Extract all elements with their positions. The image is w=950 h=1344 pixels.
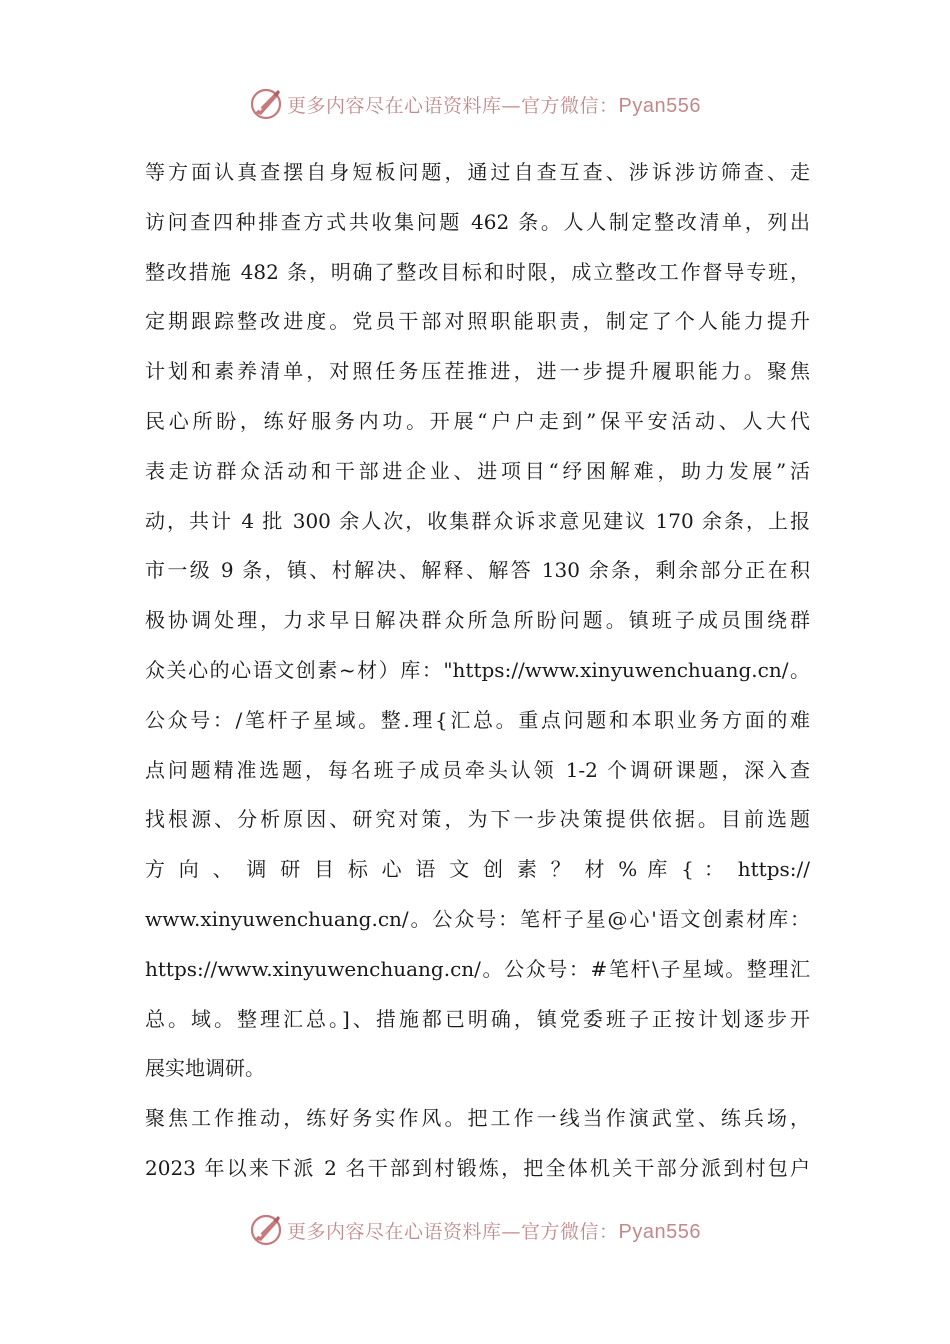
footer-banner	[0, 1210, 950, 1250]
header-wechat-id: Pyan556	[618, 94, 701, 117]
pen-logo-icon	[249, 1213, 283, 1247]
body-line: 民心所盼，练好服务内功。开展“户户走到”保平安活动、人大代	[145, 408, 810, 433]
footer-banner-text	[287, 1217, 701, 1244]
body-line: https://www.xinyuwenchuang.cn/。公众号：#笔杆\子星域。整理汇	[145, 956, 810, 981]
body-line: 市一级 9 条，镇、村解决、解释、解答 130 余条，剩余部分正在积	[145, 558, 810, 583]
body-line: 整改措施 482 条，明确了整改目标和时限，成立整改工作督导专班，	[145, 259, 810, 284]
header-banner-label: 更多内容尽在心语资料库—官方微信：	[287, 94, 619, 117]
body-line: 2023 年以来下派 2 名干部到村锻炼，把全体机关干部分派到村包户	[145, 1155, 810, 1180]
body-line: 等方面认真查摆自身短板问题，通过自查互查、涉诉涉访筛查、走	[145, 160, 810, 184]
body-line: 公众号：/笔杆子星域。整.理{汇总。重点问题和本职业务方面的难	[145, 707, 810, 732]
footer-banner-label: 更多内容尽在心语资料库—官方微信：	[287, 1220, 619, 1243]
document-body	[145, 148, 810, 1194]
body-line: www.xinyuwenchuang.cn/。公众号：笔杆子星@心'语文创素材库：	[145, 906, 810, 931]
pen-logo-icon	[249, 87, 283, 121]
body-line: 计划和素养清单，对照任务压茬推进，进一步提升履职能力。聚焦	[145, 359, 810, 384]
body-line: 找根源、分析原因、研究对策，为下一步决策提供依据。目前选题	[145, 807, 810, 832]
body-line: 方 向 、 调 研 目 标 心 语 文 创 素 ？ 材 % 库 { ： https://	[145, 857, 810, 882]
body-line: 总。域。整理汇总。]、措施都已明确，镇党委班子正按计划逐步开	[145, 1006, 810, 1031]
body-line: 定期跟踪整改进度。党员干部对照职能职责，制定了个人能力提升	[145, 309, 810, 334]
body-line: 访问查四种排查方式共收集问题 462 条。人人制定整改清单，列出	[145, 209, 810, 234]
body-line: 展实地调研。	[145, 1056, 265, 1081]
body-line: 点问题精准选题，每名班子成员牵头认领 1-2 个调研课题，深入查	[145, 757, 810, 782]
body-line: 动，共计 4 批 300 余人次，收集群众诉求意见建议 170 余条，上报	[145, 508, 810, 533]
body-line: 众关心的心语文创素~材）库："https://www.xinyuwenchuang.cn/。	[145, 657, 810, 682]
header-banner	[0, 84, 950, 124]
footer-wechat-id: Pyan556	[618, 1220, 701, 1243]
body-line: 表走访群众活动和干部进企业、进项目“纾困解难，助力发展”活	[145, 458, 810, 483]
body-line: 聚焦工作推动，练好务实作风。把工作一线当作演武堂、练兵场，	[145, 1106, 810, 1131]
body-line: 极协调处理，力求早日解决群众所急所盼问题。镇班子成员围绕群	[145, 608, 810, 633]
header-banner-text	[287, 91, 701, 118]
